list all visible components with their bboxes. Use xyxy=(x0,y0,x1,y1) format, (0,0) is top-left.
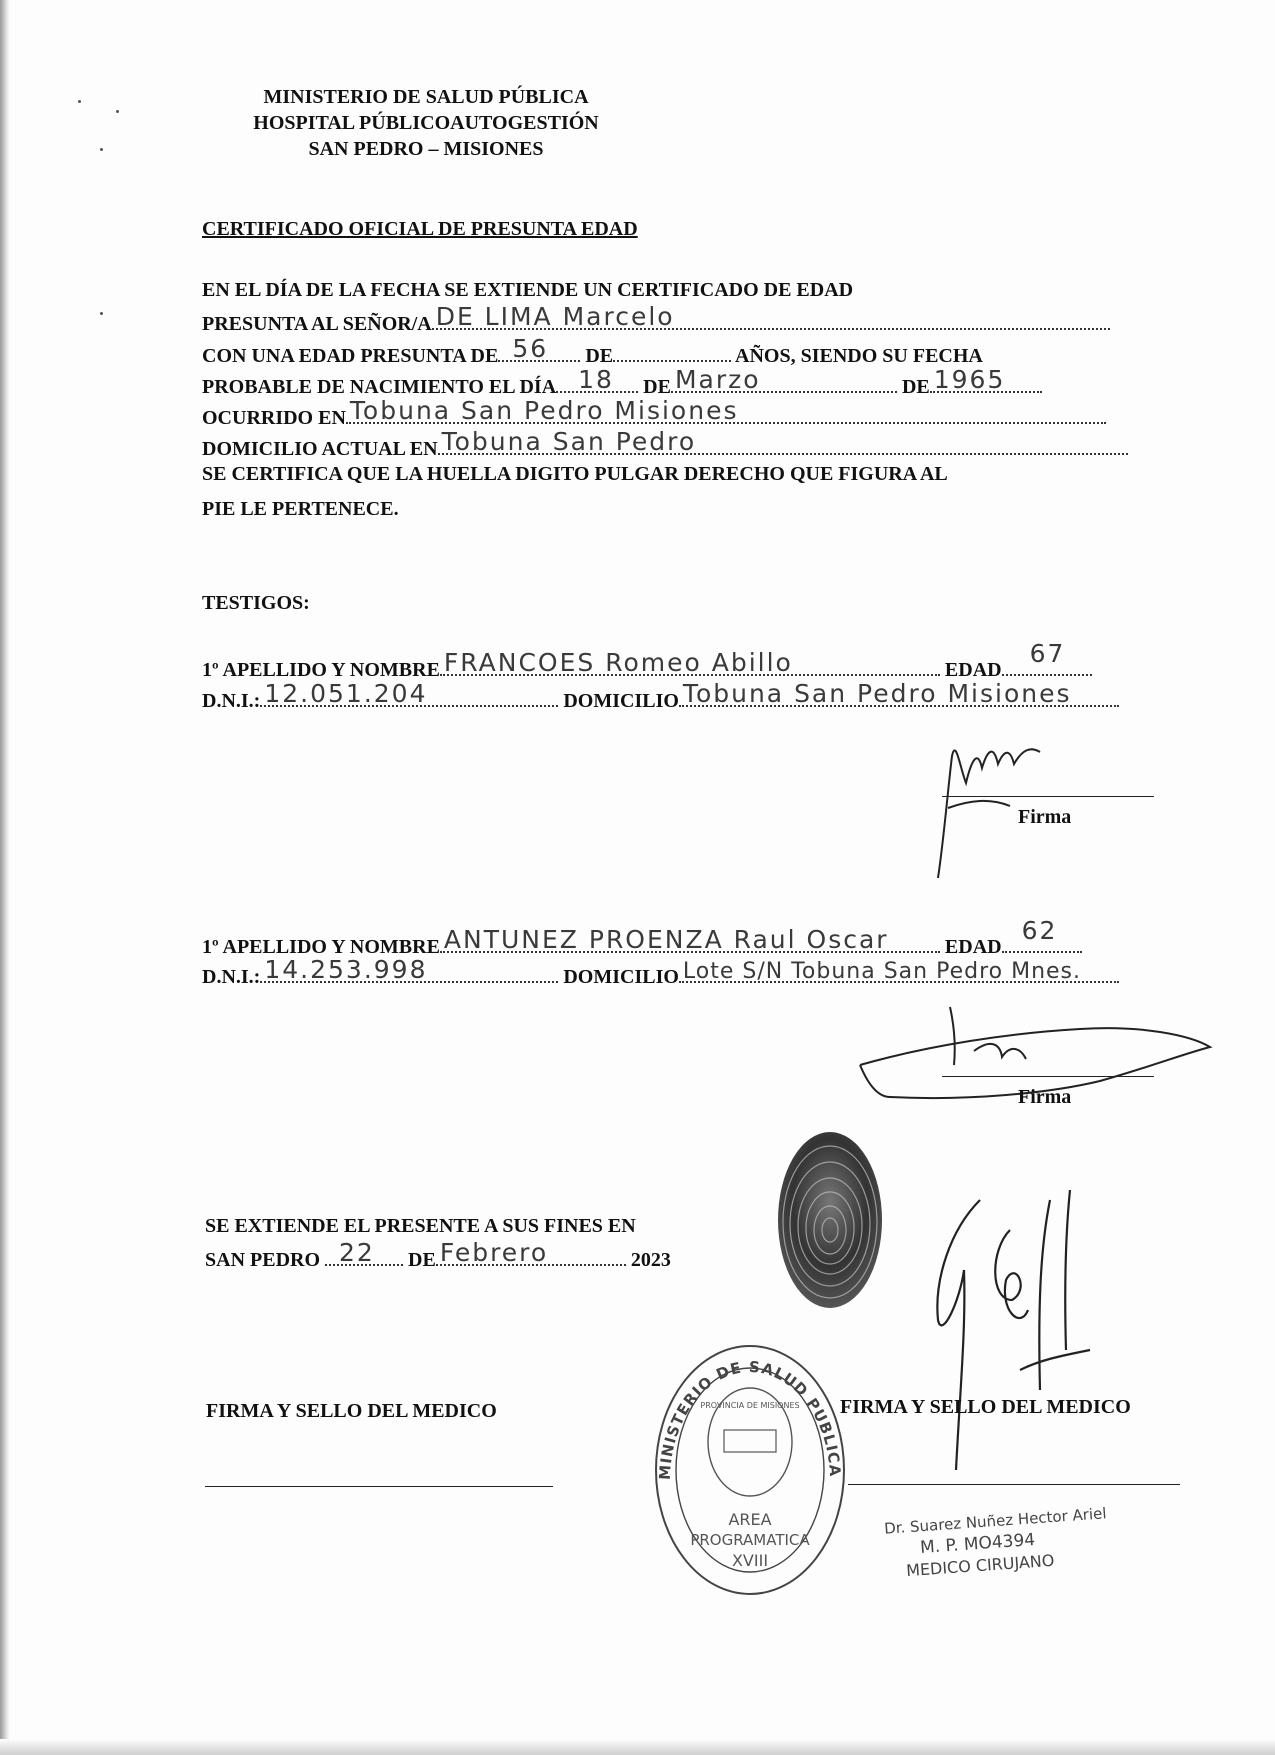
of-label: DE xyxy=(901,376,930,398)
witness1-dni-field xyxy=(260,679,558,708)
witness1-signature-line xyxy=(942,796,1154,797)
scan-speck xyxy=(116,110,119,113)
body-line-2 xyxy=(202,302,1110,336)
body-line-7: SE CERTIFICA QUE LA HUELLA DIGITO PULGAR DERECHO QUE FIGURA AL xyxy=(202,463,948,485)
closing-month-field xyxy=(436,1238,626,1267)
body-line-1: EN EL DÍA DE LA FECHA SE EXTIENDE UN CERTIFICADO DE EDAD xyxy=(202,279,854,301)
doctor-signature xyxy=(920,1190,1140,1490)
address-label: DOMICILIO xyxy=(563,690,679,712)
document-header xyxy=(218,84,634,162)
of-label: DE xyxy=(643,376,671,398)
person-age-handwritten: 56 xyxy=(512,334,549,363)
closing-year: 2023 xyxy=(630,1249,671,1271)
witness1-dni-handwritten: 12.051.204 xyxy=(264,679,428,708)
dni-label: D.N.I.: xyxy=(202,690,261,712)
person-name-handwritten: DE LIMA Marcelo xyxy=(435,302,675,331)
name-field xyxy=(432,302,1110,331)
current-address-label: DOMICILIO ACTUAL EN xyxy=(202,438,438,460)
witness2-dni-field xyxy=(260,955,558,984)
body-line-8: PIE LE PERTENECE. xyxy=(202,498,399,520)
witness2-address-handwritten: Lote S/N Tobuna San Pedro Mnes. xyxy=(682,959,1082,984)
svg-text:MINISTERIO DE SALUD PUBLICA xyxy=(656,1358,844,1481)
scan-bottom-edge xyxy=(0,1739,1275,1755)
address-label: DOMICILIO xyxy=(563,966,679,988)
doctor-signature-line-left xyxy=(205,1486,553,1487)
witness-age-label: EDAD xyxy=(944,659,1002,681)
dni-label: D.N.I.: xyxy=(202,966,261,988)
stamp-area: AREA xyxy=(728,1510,772,1529)
birth-month-handwritten: Marzo xyxy=(674,365,761,394)
doctor-stamp-license: M. P. MO4394 xyxy=(919,1530,1036,1558)
witness2-age-field xyxy=(1002,916,1082,953)
years-label: AÑOS, SIENDO SU FECHA xyxy=(735,345,983,367)
doctor-sign-label-left: FIRMA Y SELLO DEL MEDICO xyxy=(206,1400,497,1422)
witness1-signature-label: Firma xyxy=(1018,806,1072,828)
address-field xyxy=(438,427,1128,456)
certificate-title: CERTIFICADO OFICIAL DE PRESUNTA EDAD xyxy=(202,218,638,240)
scan-speck xyxy=(100,148,103,151)
witness1-address-handwritten: Tobuna San Pedro Misiones xyxy=(682,679,1072,708)
witness2-dni-handwritten: 14.253.998 xyxy=(264,955,428,984)
witness-name-label: 1º APELLIDO Y NOMBRE xyxy=(202,936,440,958)
witness2-signature-line xyxy=(942,1076,1154,1077)
presumed-age-label: CON UNA EDAD PRESUNTA DE xyxy=(202,345,499,367)
fingerprint xyxy=(770,1130,890,1320)
of-label: DE xyxy=(408,1249,436,1271)
witness1-name-handwritten: FRANCOES Romeo Abillo xyxy=(443,648,793,677)
birth-year-handwritten: 1965 xyxy=(933,365,1006,394)
stamp-programatica: PROGRAMATICA xyxy=(690,1531,810,1549)
header-hospital: HOSPITAL PÚBLICOAUTOGESTIÓN xyxy=(253,112,599,134)
closing-line-2 xyxy=(205,1238,671,1272)
ministry-stamp xyxy=(640,1330,860,1600)
closing-day-field xyxy=(325,1238,403,1267)
body-line-6 xyxy=(202,427,1128,461)
doctor-stamp-name: Dr. Suarez Nuñez Hector Ariel xyxy=(883,1504,1108,1538)
header-ministry: MINISTERIO DE SALUD PÚBLICA xyxy=(263,86,589,108)
closing-month-handwritten: Febrero xyxy=(439,1238,549,1267)
witness1-dni-line xyxy=(202,679,1119,713)
presumed-to-label: PRESUNTA AL SEÑOR/A xyxy=(202,313,432,335)
san-pedro-label: SAN PEDRO xyxy=(205,1249,321,1271)
witness2-signature-label: Firma xyxy=(1018,1086,1072,1108)
doctor-signature-line-right xyxy=(848,1484,1180,1485)
witness-age-label: EDAD xyxy=(944,936,1002,958)
witness2-age-handwritten: 62 xyxy=(1021,916,1058,945)
birth-day-field xyxy=(556,365,638,394)
witness-name-label: 1º APELLIDO Y NOMBRE xyxy=(202,659,440,681)
closing-day-handwritten: 22 xyxy=(339,1238,375,1267)
stamp-ring-text: MINISTERIO DE SALUD PUBLICA xyxy=(655,1357,845,1481)
witness1-address-field xyxy=(679,679,1119,708)
closing-line-1: SE EXTIENDE EL PRESENTE A SUS FINES EN xyxy=(205,1215,636,1237)
scan-speck xyxy=(100,312,103,315)
birth-label: PROBABLE DE NACIMIENTO EL DÍA xyxy=(202,376,557,398)
of-label: DE xyxy=(585,345,614,367)
birth-day-handwritten: 18 xyxy=(578,365,614,394)
header-location: SAN PEDRO – MISIONES xyxy=(308,138,544,160)
age-field xyxy=(498,334,580,363)
witness1-age-field xyxy=(1002,639,1092,676)
address-handwritten: Tobuna San Pedro xyxy=(441,427,697,456)
blank-field xyxy=(613,342,731,362)
birth-place-field xyxy=(346,396,1106,425)
birth-year-field xyxy=(930,365,1042,394)
birth-month-field xyxy=(671,365,897,394)
witness1-age-handwritten: 67 xyxy=(1029,639,1066,668)
scan-left-edge xyxy=(0,0,10,1755)
stamp-number: XVIII xyxy=(731,1551,769,1570)
witness1-name-field xyxy=(440,648,940,677)
birth-place-handwritten: Tobuna San Pedro Misiones xyxy=(349,396,739,425)
witness2-name-handwritten: ANTUNEZ PROENZA Raul Oscar xyxy=(443,925,889,954)
witness2-name-field xyxy=(440,925,940,954)
occurred-in-label: OCURRIDO EN xyxy=(202,407,346,429)
witnesses-heading: TESTIGOS: xyxy=(202,592,310,614)
scan-speck xyxy=(78,100,81,103)
stamp-inner-text: PROVINCIA DE MISIONES xyxy=(700,1401,800,1410)
witness2-address-field xyxy=(679,959,1119,984)
doctor-sign-label-right: FIRMA Y SELLO DEL MEDICO xyxy=(840,1396,1131,1418)
doctor-stamp-title: MEDICO CIRUJANO xyxy=(905,1550,1055,1581)
